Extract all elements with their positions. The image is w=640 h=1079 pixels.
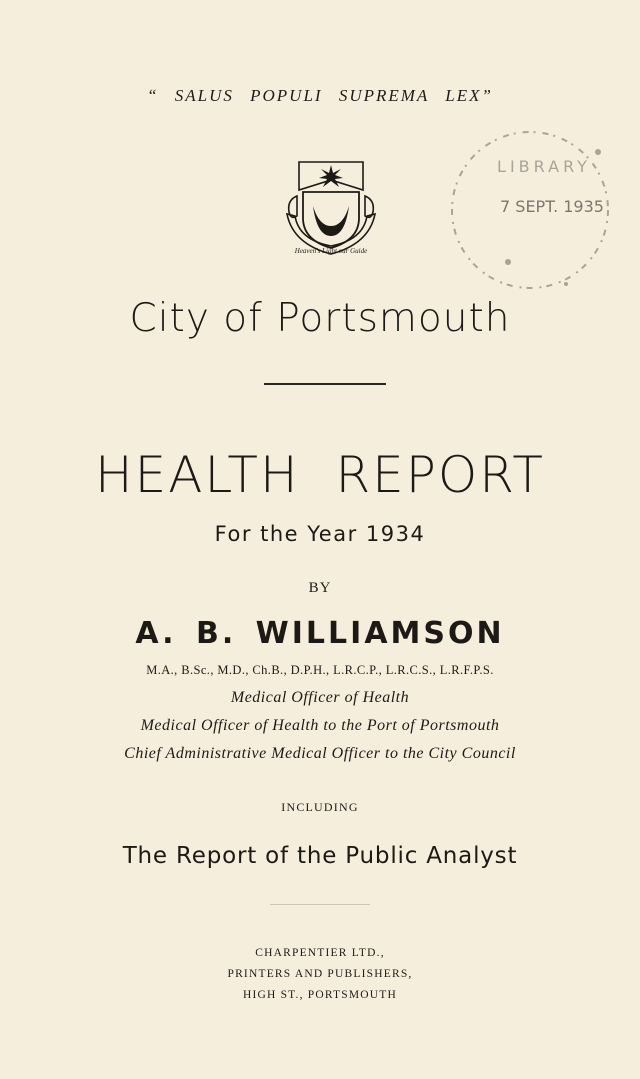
by-label: BY	[308, 580, 332, 596]
crest-motto: Heaven's Light our Guide	[294, 247, 368, 255]
city-crest-icon	[283, 156, 379, 260]
library-stamp	[448, 112, 618, 312]
printer-line: PRINTERS AND PUBLISHERS,	[227, 968, 413, 980]
stamp-library-text: LIBRARY	[497, 157, 591, 176]
printer-line: CHARPENTIER LTD.,	[255, 947, 385, 959]
analyst-report-title: The Report of the Public Analyst	[122, 843, 518, 869]
divider-rule	[264, 383, 386, 385]
motto: “ SALUS POPULI SUPREMA LEX”	[147, 86, 493, 105]
report-year: For the Year 1934	[214, 522, 426, 546]
author-name: A. B. WILLIAMSON	[135, 616, 505, 651]
author-role: Medical Officer of Health	[230, 689, 410, 706]
author-role: Chief Administrative Medical Officer to the City Council	[124, 745, 516, 762]
city-name: City of Portsmouth	[129, 296, 511, 341]
including-label: INCLUDING	[281, 800, 359, 814]
printer-line: HIGH ST., PORTSMOUTH	[242, 989, 398, 1001]
author-role: Medical Officer of Health to the Port of Portsmouth	[140, 717, 500, 734]
report-title: HEALTH REPORT	[95, 446, 545, 504]
faint-divider-rule	[270, 904, 370, 905]
author-qualifications: M.A., B.Sc., M.D., Ch.B., D.P.H., L.R.C.P., L.R.C.S., L.R.F.P.S.	[146, 663, 494, 677]
stamp-date: 7 SEPT. 1935	[500, 197, 604, 216]
